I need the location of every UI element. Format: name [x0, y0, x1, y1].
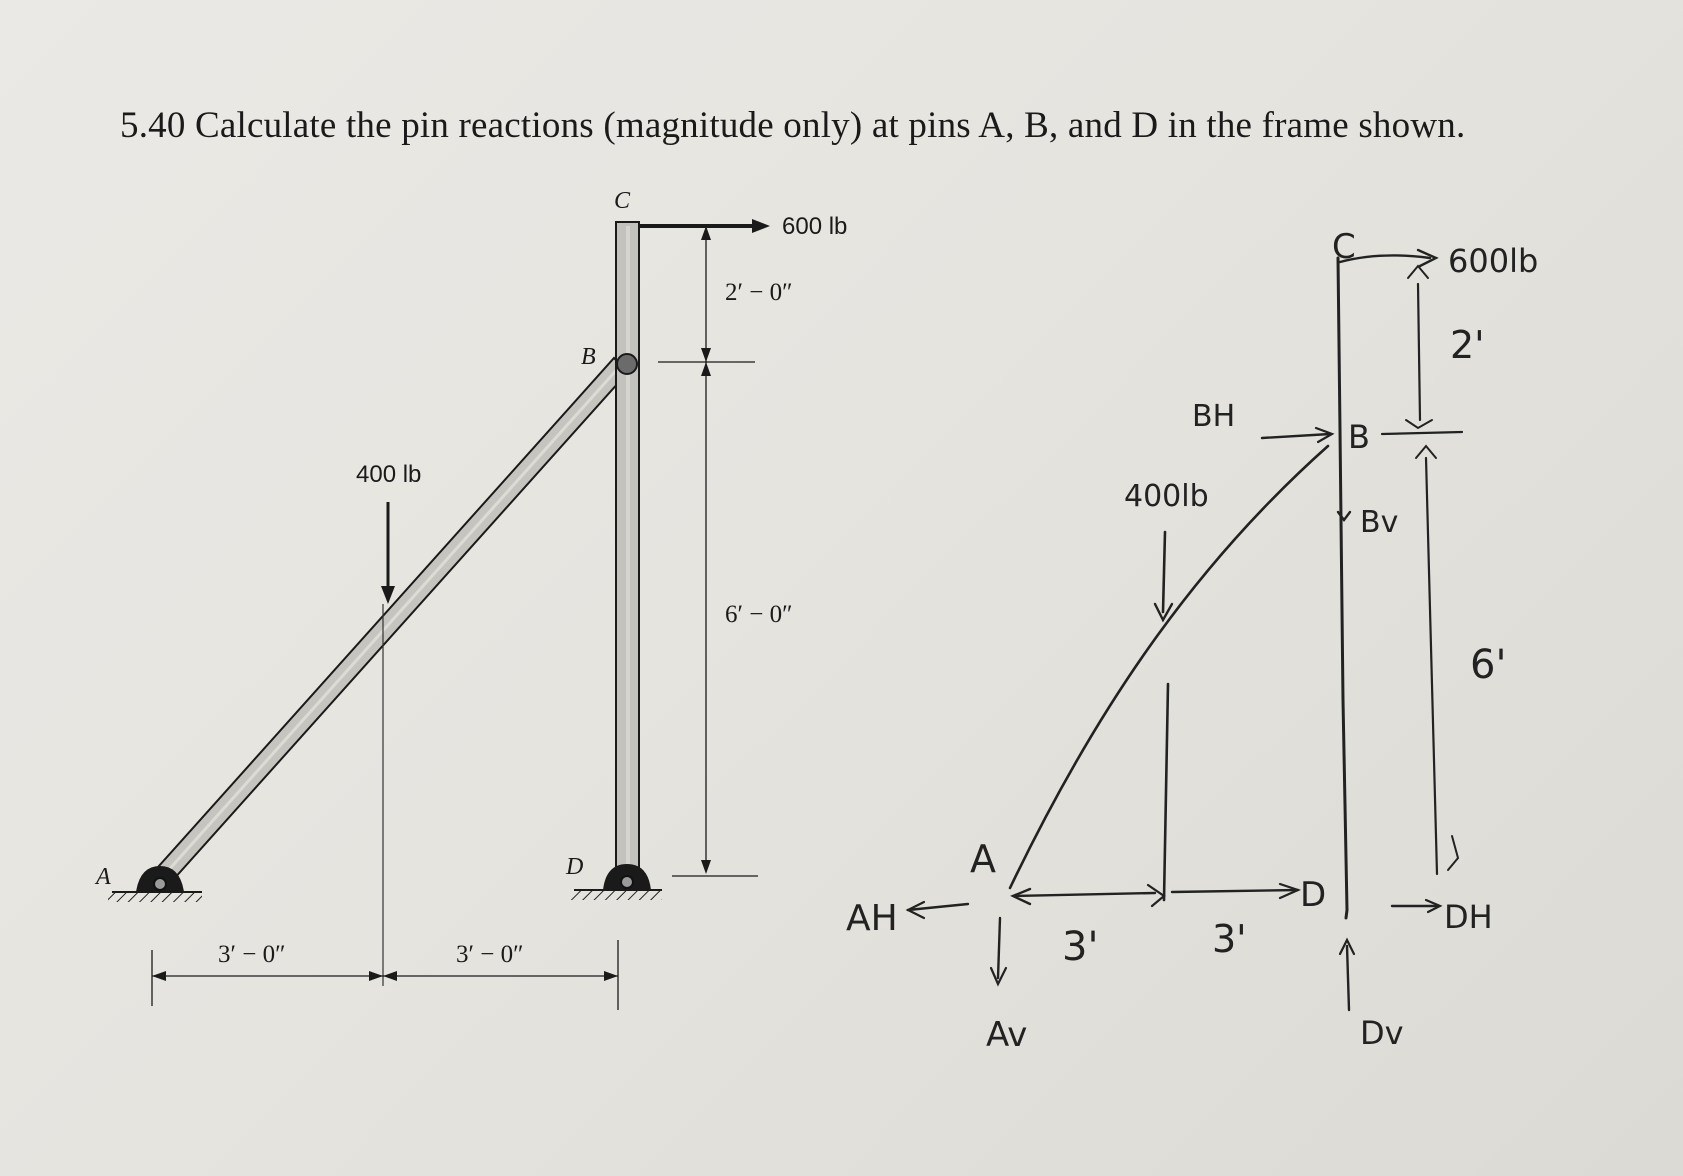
sketch-label-pin-c: C [1332, 227, 1356, 267]
sketch-label-pin-d: D [1300, 875, 1327, 915]
label-pin-d: D [566, 854, 584, 880]
pin-support-d [570, 864, 662, 900]
sketch-force-400-arrow [1163, 532, 1165, 612]
sketch-label-load-600: 600lb [1448, 242, 1539, 280]
sketch-dim-2ft-line [1418, 284, 1420, 420]
label-dim-lower: 6′ − 0″ [725, 601, 793, 628]
sketch-label-pin-a: A [970, 837, 996, 881]
pin-support-a [108, 866, 202, 902]
label-dim-left: 3′ − 0″ [218, 941, 286, 968]
sketch-label-ah: AH [846, 898, 898, 939]
diagonal-member-ab [150, 358, 628, 890]
label-pin-c: C [614, 188, 631, 214]
textbook-figure [94, 188, 847, 1010]
label-dim-top: 2′ − 0″ [725, 279, 793, 306]
sketch-label-dh: DH [1444, 898, 1493, 936]
sketch-dim-6ft-line [1426, 458, 1437, 874]
sketch-label-dim-2ft: 2' [1450, 323, 1485, 367]
sketch-label-av: Av [986, 1015, 1028, 1055]
sketch-load-line [1164, 684, 1168, 900]
sketch-reaction-av-arrow [998, 918, 1000, 978]
label-dim-right: 3′ − 0″ [456, 941, 524, 968]
sketch-label-bh: BH [1192, 399, 1236, 434]
hand-sketch-labels [846, 227, 1538, 1055]
sketch-label-span-right: 3' [1212, 917, 1247, 961]
sketch-bottom-line-right [1172, 890, 1298, 892]
label-load-600: 600 lb [782, 213, 848, 240]
sketch-label-bv: Bv [1360, 505, 1399, 540]
label-load-400: 400 lb [356, 461, 422, 488]
sketch-label-pin-b: B [1348, 418, 1370, 456]
hand-sketch [908, 250, 1462, 1010]
force-arrow-400 [381, 502, 395, 986]
label-pin-b: B [581, 344, 596, 370]
sketch-bottom-line-left [1014, 893, 1155, 896]
vertical-dimension-lines [658, 226, 758, 876]
pin-b [617, 354, 637, 374]
sketch-label-dv: Dv [1360, 1014, 1404, 1052]
sketch-label-span-left: 3' [1062, 924, 1099, 970]
sketch-reaction-dv-arrow [1347, 946, 1349, 1010]
sketch-label-dim-6ft: 6' [1470, 642, 1507, 688]
sketch-reaction-bh-arrow [1262, 434, 1330, 438]
sketch-vertical-member [1338, 258, 1347, 918]
sketch-label-load-400: 400lb [1124, 479, 1209, 514]
vertical-member-cd [616, 222, 639, 888]
label-pin-a: A [96, 864, 111, 890]
problem-statement: 5.40 Calculate the pin reactions (magnitude only) at pins A, B, and D in the frame shown. [120, 105, 1466, 146]
